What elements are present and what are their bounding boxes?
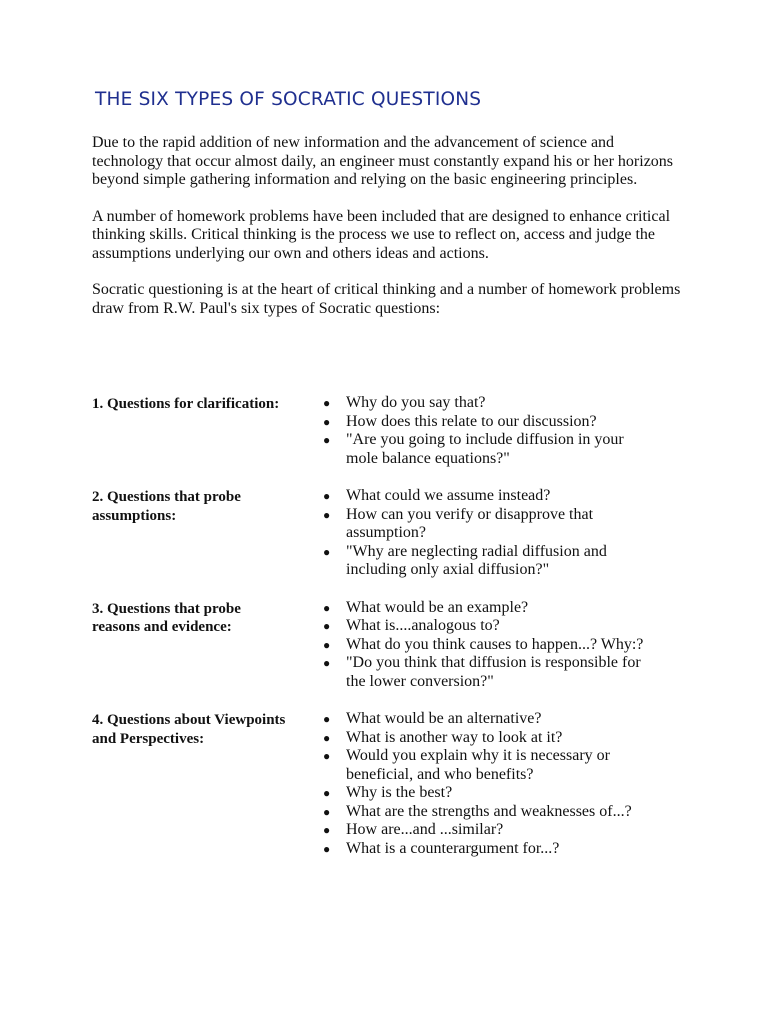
list-item <box>323 505 646 543</box>
list-item <box>323 728 646 748</box>
intro-paragraph: Socratic questioning is at the heart of critical thinking and a number of homework problems draw from R.W. Paul's six types of Socratic questions: <box>92 281 681 317</box>
list-item <box>323 542 646 580</box>
question-text: How are...and ...similar? <box>346 821 504 838</box>
bullet-icon: ● <box>323 489 331 503</box>
question-list <box>292 599 646 692</box>
bullet-icon: ● <box>323 637 331 652</box>
list-item <box>323 412 646 432</box>
bullet-icon: ● <box>323 656 331 670</box>
bullet-icon: ● <box>323 544 331 559</box>
bullet-icon: ● <box>323 749 331 763</box>
question-list <box>292 710 646 858</box>
question-section <box>92 599 692 692</box>
intro-paragraph: A number of homework problems have been included that are designed to enhance critical thinking skills. Critical thinking is the process we use to reflect on, access and judge the assumptions underlying our own and others ideas and actions. <box>92 207 671 262</box>
list-item <box>323 617 646 636</box>
question-text: What are the strengths and weaknesses of...? <box>346 802 632 820</box>
question-text: What is another way to look at it? <box>346 728 563 746</box>
page-title: THE SIX TYPES OF SOCRATIC QUESTIONS <box>95 89 482 110</box>
bullet-icon: ● <box>323 396 331 410</box>
bullet-icon: ● <box>323 433 331 447</box>
question-text: What could we assume instead? <box>346 487 551 504</box>
question-text: "Why are neglecting radial diffusion and including only axial diffusion?" <box>346 542 607 578</box>
question-text: How can you verify or disapprove that assumption? <box>346 505 594 541</box>
bullet-icon: ● <box>323 730 331 745</box>
section-label: 3. Questions that probe reasons and evidence: <box>92 600 241 635</box>
question-section <box>92 710 692 858</box>
question-text: Why is the best? <box>346 784 453 801</box>
bullet-icon: ● <box>323 600 331 615</box>
question-text: What would be an example? <box>346 598 529 616</box>
question-text: "Do you think that diffusion is responsible for the lower conversion?" <box>346 654 641 690</box>
list-item <box>323 747 646 784</box>
bullet-icon: ● <box>323 841 331 856</box>
question-list <box>292 394 646 468</box>
list-item <box>323 654 646 691</box>
section-label: 2. Questions that probe assumptions: <box>92 489 241 524</box>
question-text: Why do you say that? <box>346 394 486 411</box>
list-item <box>323 598 646 618</box>
question-list <box>292 487 646 580</box>
question-text: "Are you going to include diffusion in your mole balance equations?" <box>346 431 624 467</box>
question-section <box>92 487 692 580</box>
bullet-icon: ● <box>323 786 331 800</box>
list-item <box>323 839 646 859</box>
question-types-table <box>92 394 692 877</box>
list-item <box>323 802 646 822</box>
question-section <box>92 394 692 468</box>
section-label: 4. Questions about Viewpoints and Perspectives: <box>92 712 286 747</box>
list-item <box>323 635 646 655</box>
bullet-icon: ● <box>323 619 331 633</box>
bullet-icon: ● <box>323 712 331 726</box>
intro-paragraph: Due to the rapid addition of new information and the advancement of science and technology that occur almost daily, an engineer must constantly expand his or her horizons beyond simple gathering information and relying on the basic engineering principles. <box>92 134 674 188</box>
bullet-icon: ● <box>323 507 331 522</box>
section-label: 1. Questions for clarification: <box>92 396 280 412</box>
list-item <box>323 710 646 729</box>
list-item <box>323 821 646 840</box>
bullet-icon: ● <box>323 823 331 837</box>
list-item <box>323 487 646 506</box>
question-text: What is a counterargument for...? <box>346 839 560 857</box>
question-text: What would be an alternative? <box>346 710 542 727</box>
list-item <box>323 784 646 803</box>
question-text: What do you think causes to happen...? Why:? <box>346 635 644 653</box>
bullet-icon: ● <box>323 414 331 429</box>
bullet-icon: ● <box>323 804 331 819</box>
list-item <box>323 431 646 468</box>
intro-text <box>92 134 682 336</box>
question-text: What is....analogous to? <box>346 617 500 634</box>
question-text: How does this relate to our discussion? <box>346 412 597 430</box>
question-text: Would you explain why it is necessary or beneficial, and who benefits? <box>346 747 610 783</box>
list-item <box>323 394 646 413</box>
